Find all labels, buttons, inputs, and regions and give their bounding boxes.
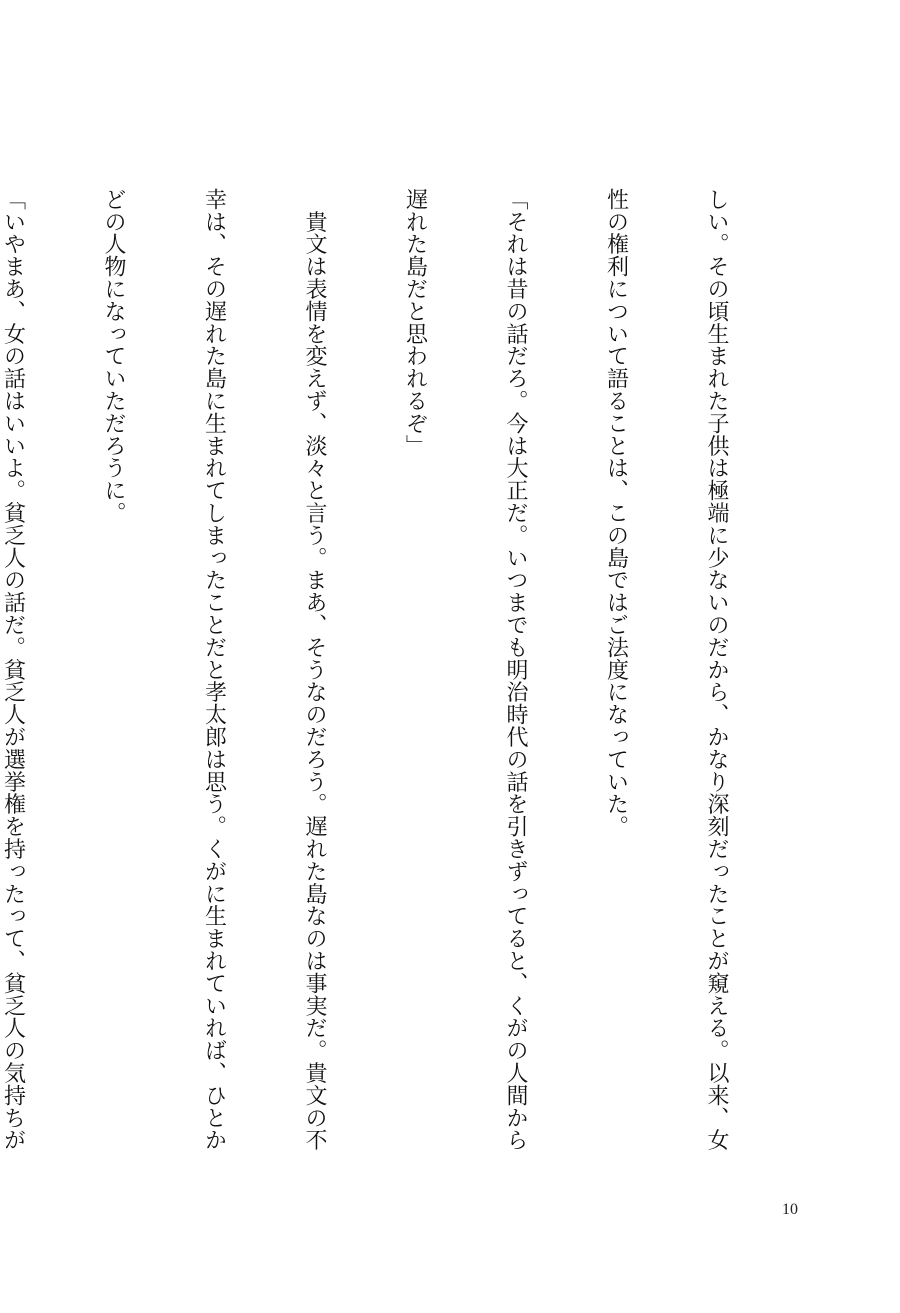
text-line: 遅れた島だと思われるぞ」 [402,188,428,457]
text-line: 性の権利について語ることは、この島ではご法度になっていた。 [603,188,629,838]
text-line: 「いやまあ、女の話はいいよ。貧乏人の話だ。貧乏人が選挙権を持ったって、貧乏人の気持ちが [0,188,26,1152]
text-line: 「それは昔の話だろ。今は大正だ。いつまでも明治時代の話を引きずってると、くがの人間から [503,188,528,1152]
text-line: しい。その頃生まれた子供は極端に少ないのだから、かなり深刻だったことが窺える。以来、女 [704,188,729,1152]
body-text [0,188,800,1152]
text-line: 幸は、その遅れた島に生まれてしまったことだと孝太郎は思う。くがに生まれていれば、ひとか [201,188,227,1152]
text-line: どの人物になっていただろうに。 [101,188,126,524]
page-number: 10 [782,1201,798,1218]
text-line: 貴文は表情を変えず、淡々と言う。まあ、そうなのだろう。遅れた島なのは事実だ。貴文の不 [302,188,327,1152]
